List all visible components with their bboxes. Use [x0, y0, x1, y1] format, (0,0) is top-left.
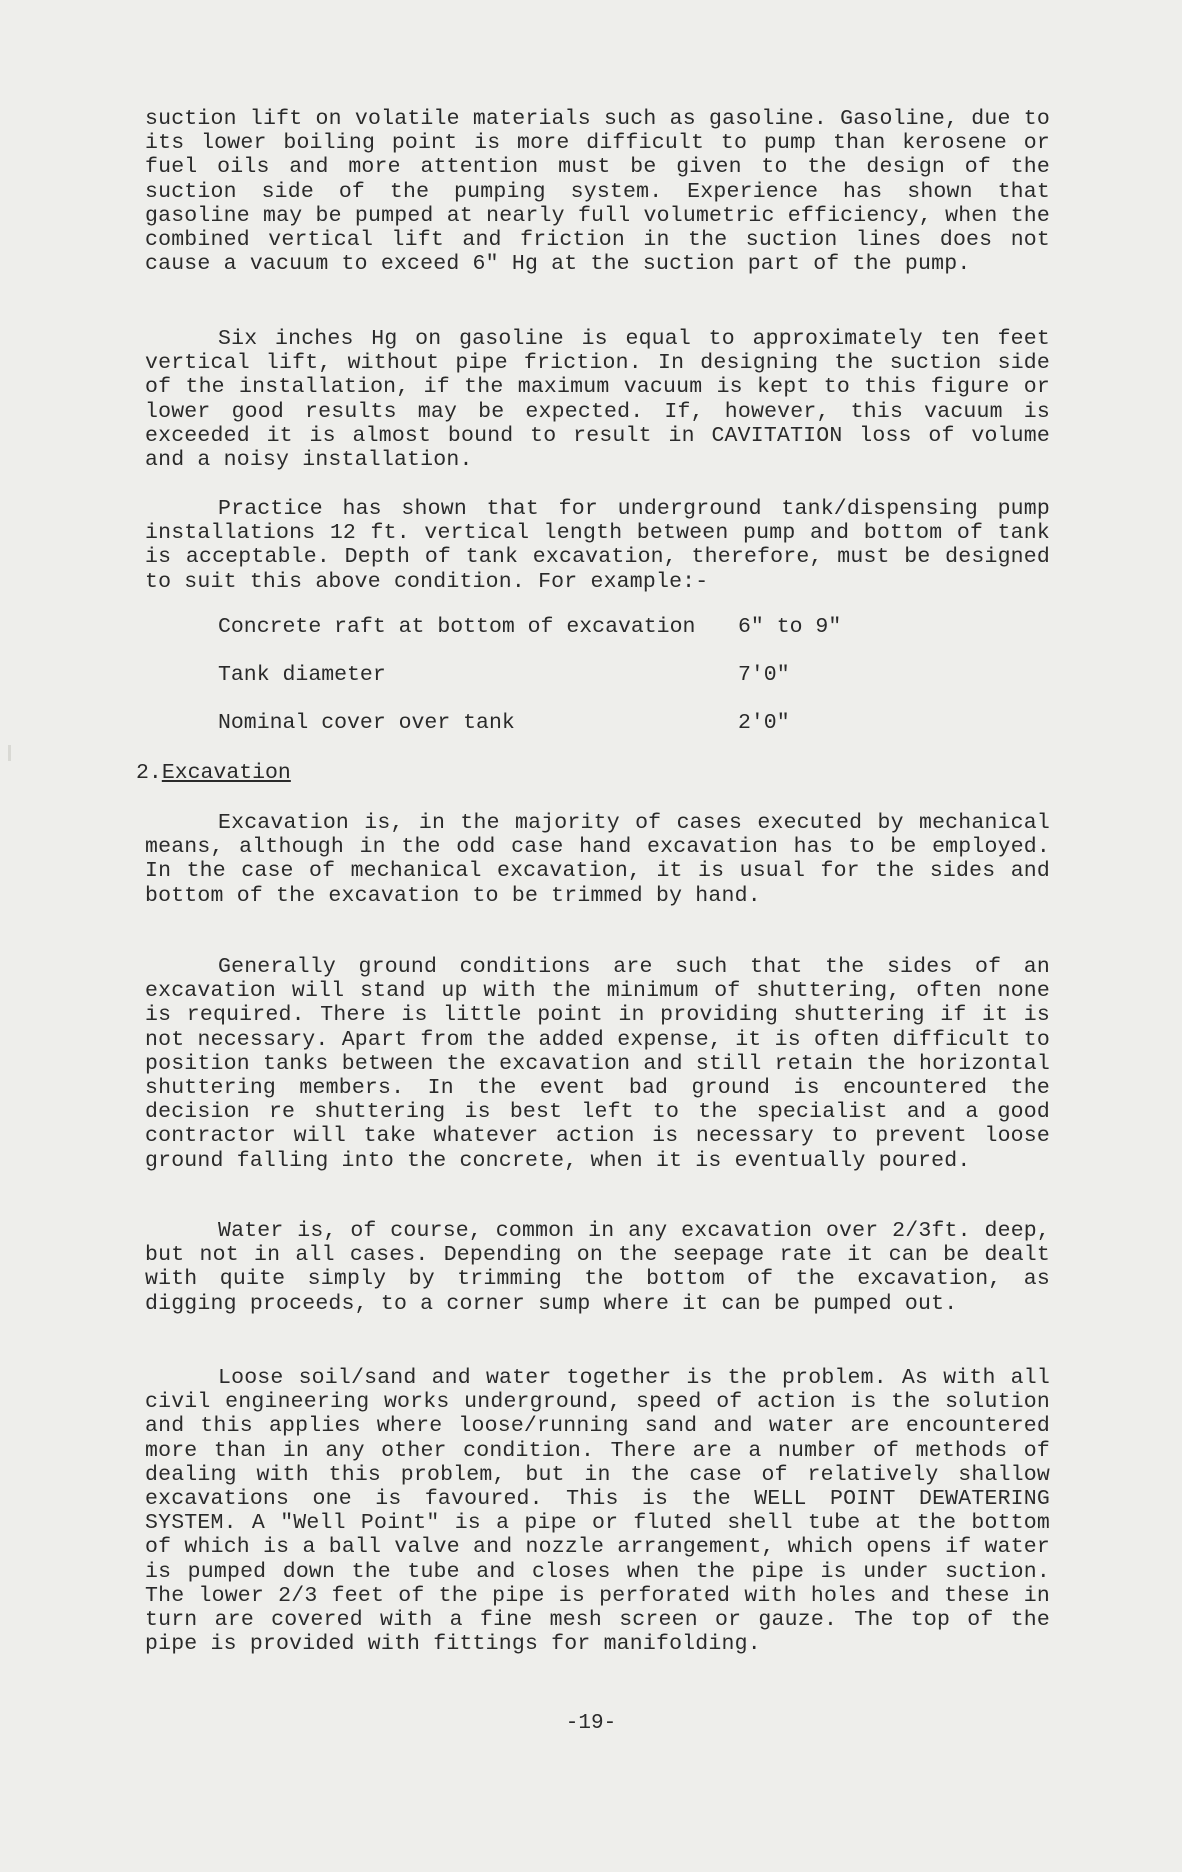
spec-value: 6" to 9"	[738, 615, 842, 639]
spec-value: 7'0"	[738, 663, 790, 687]
paragraph-excavation-means	[145, 811, 1050, 908]
paragraph-text: Generally ground conditions are such that the sides of an excavation will stand up with the minimum of shuttering, often none is required. There is little point in providing shuttering if it is not necessary. Apart from the added expense, it is often difficult to position tanks between the excavation and still retain the horizontal shuttering members. In the event bad ground is encountered the decision re shuttering is best left to the specialist and a good contractor will take whatever action is necessary to prevent loose ground falling into the concrete, when it is eventually poured.	[145, 955, 1050, 1173]
spec-value: 2'0"	[738, 711, 790, 735]
paragraph-ground-conditions	[145, 955, 1050, 1173]
spec-row-tank-diameter	[218, 662, 858, 688]
section-title: Excavation	[161, 761, 291, 785]
paragraph-text: Six inches Hg on gasoline is equal to approximately ten feet vertical lift, without pipe friction. In designing the suction side of the installation, if the maximum vacuum is kept to this figure or lower good results may be expected. If, however, this vacuum is exceeded it is almost bound to result in CAVITATION loss of volume and a noisy installation.	[145, 327, 1050, 473]
spec-label: Tank diameter	[218, 663, 386, 687]
margin-mark	[8, 745, 11, 761]
paragraph-text: Practice has shown that for underground tank/dispensing pump installations 12 ft. vertical length between pump and bottom of tank is acceptable. Depth of tank excavation, therefore, must be designed to suit this above condition. For example:-	[145, 497, 1050, 594]
paragraph-text: suction lift on volatile materials such as gasoline. Gasoline, due to its lower boiling point is more difficult to pump than kerosene or fuel oils and more attention must be given to the design of the suction side of the pumping system. Experience has shown that gasoline may be pumped at nearly full volumetric efficiency, when the combined vertical lift and friction in the suction lines does not cause a vacuum to exceed 6" Hg at the suction part of the pump.	[145, 107, 1050, 277]
paragraph-text: Loose soil/sand and water together is the problem. As with all civil engineering works underground, speed of action is the solution and this applies where loose/running sand and water are encountered more than in any other condition. There are a number of methods of dealing with this problem, but in the case of relatively shallow excavations one is favoured. This is the WELL POINT DEWATERING SYSTEM. A "Well Point" is a pipe or fluted shell tube at the bottom of which is a ball valve and nozzle arrangement, which opens if water is pumped down the tube and closes when the pipe is under suction. The lower 2/3 feet of the pipe is perforated with holes and these in turn are covered with a fine mesh screen or gauze. The top of the pipe is provided with fittings for manifolding.	[145, 1366, 1050, 1657]
paragraph-text: Excavation is, in the majority of cases executed by mechanical means, although in the odd case hand excavation has to be employed. In the case of mechanical excavation, it is usual for the sides and bottom of the excavation to be trimmed by hand.	[145, 811, 1050, 908]
spec-label: Concrete raft at bottom of excavation	[218, 615, 696, 639]
paragraph-suction-lift	[145, 107, 1050, 276]
paragraph-water	[145, 1219, 1050, 1316]
paragraph-six-inches	[145, 327, 1050, 472]
paragraph-text: Water is, of course, common in any excavation over 2/3ft. deep, but not in all cases. Depending on the seepage rate it can be dealt with quite simply by trimming the bottom of the excavation, as digging proceeds, to a corner sump where it can be pumped out.	[145, 1219, 1050, 1316]
section-heading	[136, 760, 291, 786]
section-number: 2.	[136, 761, 162, 785]
page-number: -19-	[565, 1712, 617, 1735]
spec-row-concrete-raft	[218, 614, 858, 640]
paragraph-well-point	[145, 1366, 1050, 1656]
spec-row-nominal-cover	[218, 710, 858, 736]
spec-label: Nominal cover over tank	[218, 711, 515, 735]
paragraph-practice	[145, 497, 1050, 594]
